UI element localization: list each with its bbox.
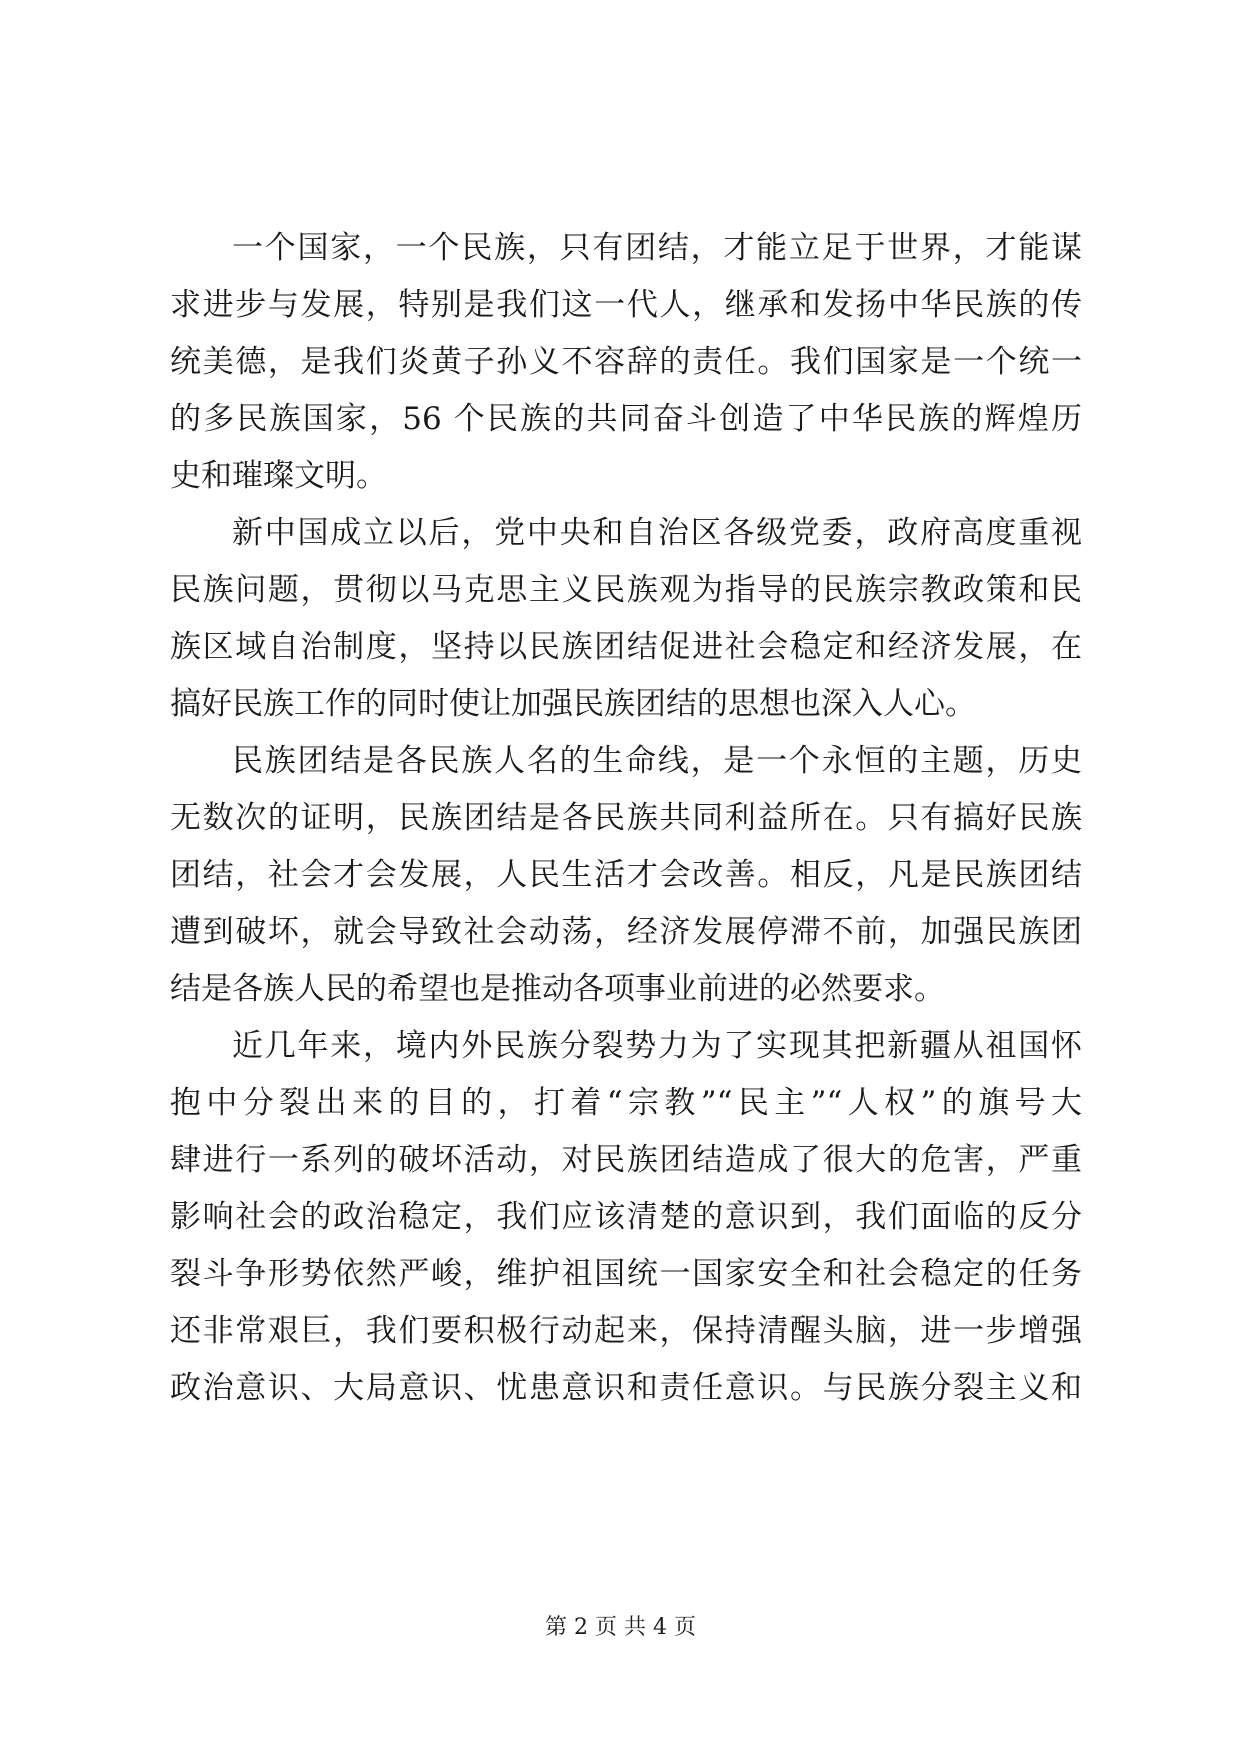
paragraph-2-line-4: 搞好民族工作的同时使让加强民族团结的思想也深入人心。 — [170, 686, 976, 722]
paragraph-4-line-4: 影响社会的政治稳定，我们应该清楚的意识到，我们面临的反分 — [170, 1199, 1082, 1235]
paragraph-4-line-5: 裂斗争形势依然严峻，维护祖国统一国家安全和社会稳定的任务 — [170, 1256, 1082, 1292]
page-number-label: 第 2 页 共 4 页 — [545, 1615, 696, 1640]
paragraph-1-line-1: 一个国家，一个民族，只有团结，才能立足于世界，才能谋 — [232, 230, 1082, 266]
page-footer — [0, 1614, 1241, 1642]
paragraph-4-line-7: 政治意识、大局意识、忧患意识和责任意识。与民族分裂主义和 — [170, 1370, 1082, 1406]
paragraph-3-line-4: 遭到破坏，就会导致社会动荡，经济发展停滞不前，加强民族团 — [170, 914, 1082, 950]
paragraph-4-line-2: 抱中分裂出来的目的，打着“宗教”“民主”“人权”的旗号大 — [170, 1085, 1082, 1121]
paragraph-2-line-2: 民族问题，贯彻以马克思主义民族观为指导的民族宗教政策和民 — [170, 572, 1082, 608]
paragraph-3-line-2: 无数次的证明，民族团结是各民族共同利益所在。只有搞好民族 — [170, 800, 1082, 836]
paragraph-4-line-6: 还非常艰巨，我们要积极行动起来，保持清醒头脑，进一步增强 — [170, 1313, 1082, 1349]
paragraph-1-line-3: 统美德，是我们炎黄子孙义不容辞的责任。我们国家是一个统一 — [170, 344, 1082, 380]
paragraph-1-line-5: 史和璀璨文明。 — [170, 458, 387, 494]
paragraph-4-line-3: 肆进行一系列的破坏活动，对民族团结造成了很大的危害，严重 — [170, 1142, 1082, 1178]
paragraph-3-line-5: 结是各族人民的希望也是推动各项事业前进的必然要求。 — [170, 971, 945, 1007]
paragraph-2-line-3: 族区域自治制度，坚持以民族团结促进社会稳定和经济发展，在 — [170, 629, 1082, 665]
paragraph-4-line-1: 近几年来，境内外民族分裂势力为了实现其把新疆从祖国怀 — [232, 1028, 1082, 1064]
paragraph-1-line-2: 求进步与发展，特别是我们这一代人，继承和发扬中华民族的传 — [170, 287, 1082, 323]
paragraph-2-line-1: 新中国成立以后，党中央和自治区各级党委，政府高度重视 — [232, 515, 1082, 551]
paragraph-3-line-1: 民族团结是各民族人名的生命线，是一个永恒的主题，历史 — [232, 743, 1082, 779]
paragraph-3-line-3: 团结，社会才会发展，人民生活才会改善。相反，凡是民族团结 — [170, 857, 1082, 893]
paragraph-1-line-4: 的多民族国家，56 个民族的共同奋斗创造了中华民族的辉煌历 — [170, 401, 1082, 437]
